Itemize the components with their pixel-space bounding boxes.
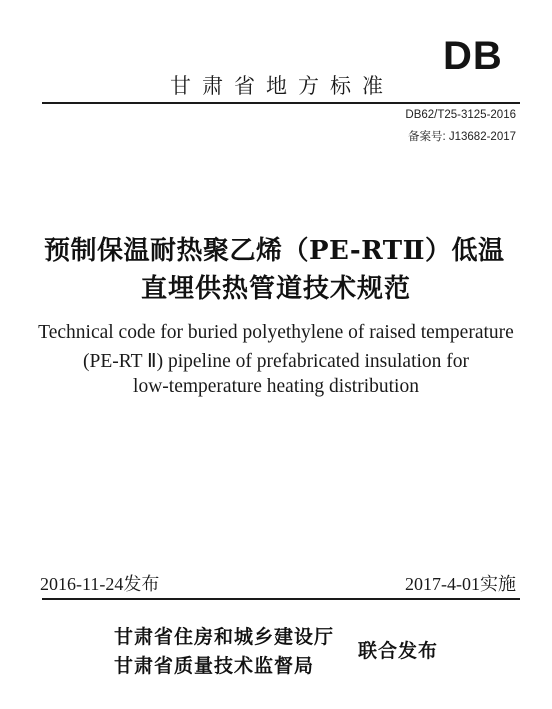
english-title-line-2: (PE-RT Ⅱ) pipeline of prefabricated insulation for: [82, 351, 470, 372]
english-title-line-1: Technical code for buried polyethylene of raised temperature: [38, 322, 514, 343]
implementation-date: 2017-4-01实施: [405, 574, 516, 594]
record-number: 备案号: J13682-2017: [407, 131, 516, 143]
top-divider: [42, 102, 520, 104]
standard-type-heading: 甘肃省地方标准: [170, 74, 394, 98]
issue-date: 2016-11-24发布: [40, 574, 160, 594]
issuer-quality-bureau: 甘肃省质量技术监督局: [114, 655, 315, 677]
standard-number: DB62/T25-3125-2016: [405, 109, 516, 121]
bottom-divider: [42, 598, 520, 600]
joint-issue-label: 联合发布: [358, 640, 439, 662]
chinese-title-line-2: 直埋供热管道技术规范: [140, 274, 411, 304]
english-title-line-3: low-temperature heating distribution: [133, 376, 419, 397]
issuer-housing-department: 甘肃省住房和城乡建设厅: [114, 626, 335, 648]
chinese-title-line-1: 预制保温耐热聚乙烯（PE-RTⅡ）低温: [44, 236, 505, 266]
db-mark: DB: [443, 34, 503, 78]
